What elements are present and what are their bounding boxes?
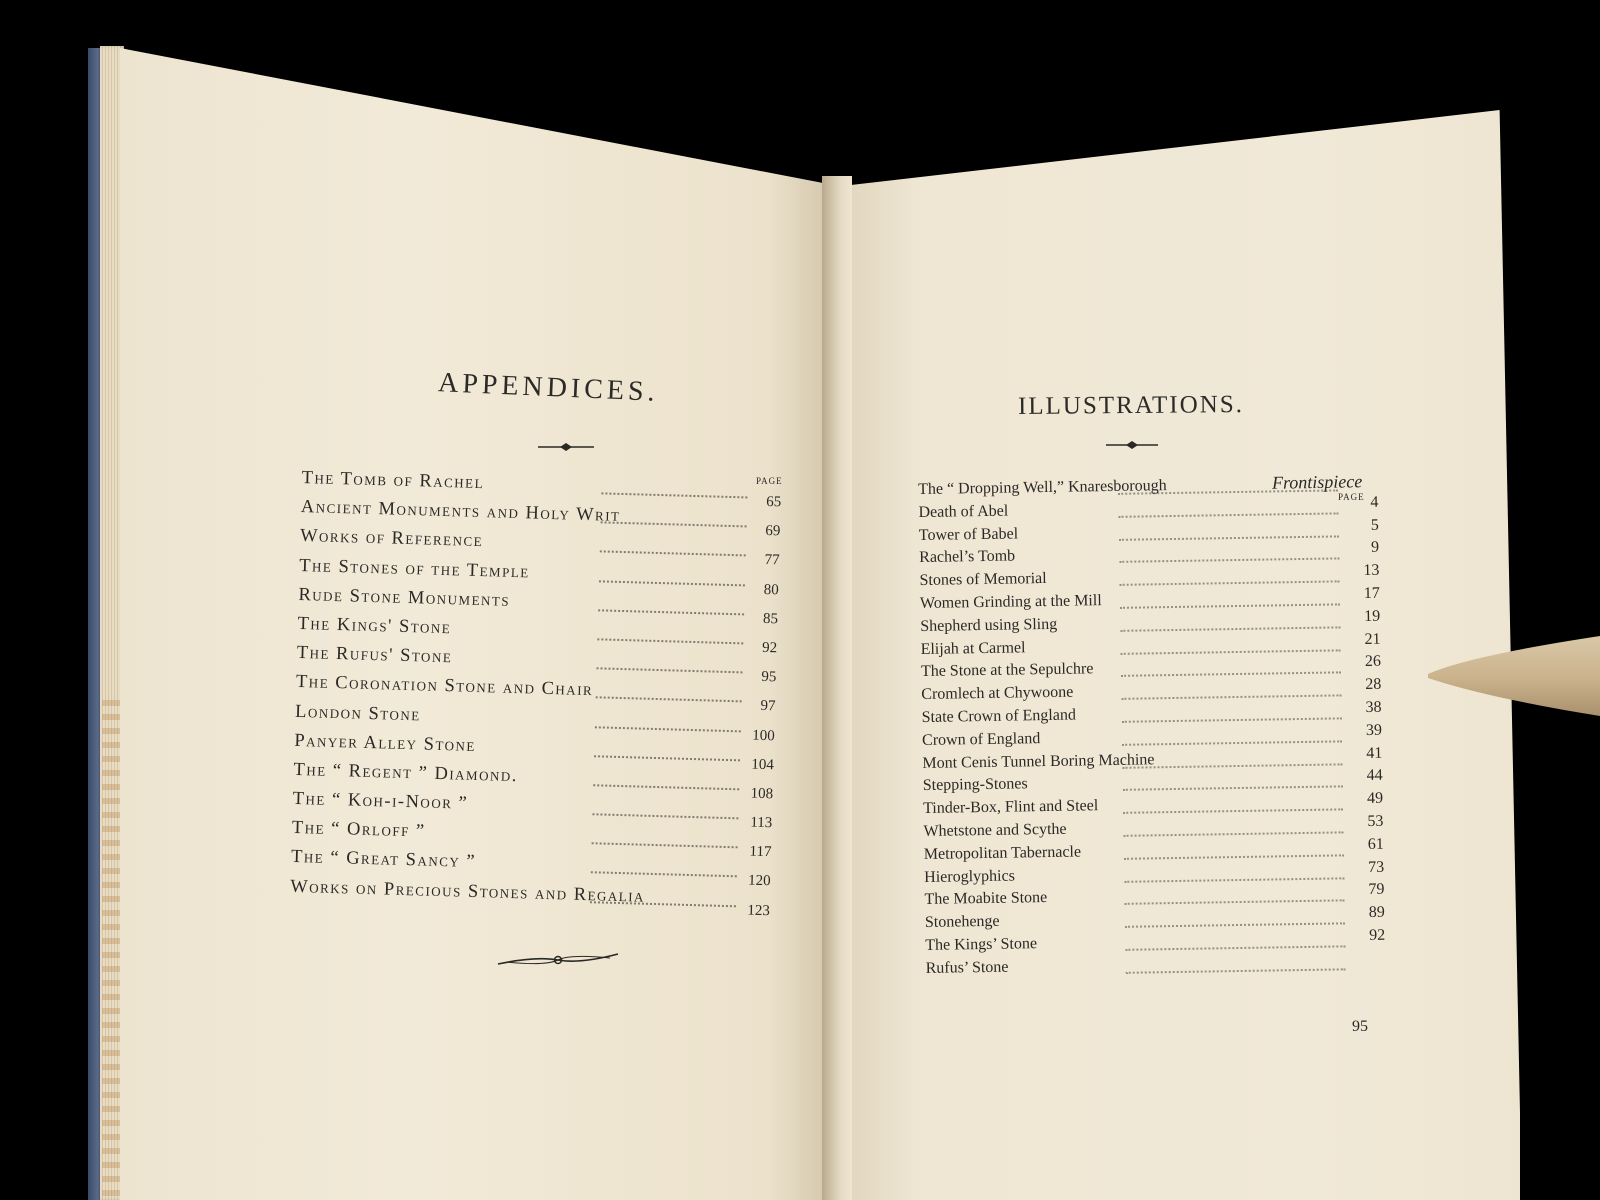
dot-leader: [1126, 964, 1346, 973]
toc-entry-title: Tinder-Box, Flint and Steel: [923, 797, 1099, 818]
toc-entry-page: 92: [1369, 926, 1386, 944]
toc-entry-title: State Crown of England: [921, 706, 1077, 726]
toc-entry-page: 65: [766, 493, 782, 511]
toc-entry-page: 21: [1364, 630, 1381, 648]
toc-entry-page: 89: [1368, 903, 1385, 922]
dot-leader: [1119, 554, 1339, 563]
dot-leader: [1121, 645, 1341, 654]
toc-entry-title: The Coronation Stone and Chair: [295, 672, 594, 701]
divider-ornament-icon: [1104, 440, 1160, 450]
toc-entry-page: 108: [750, 785, 774, 803]
frontispiece-label: Frontispiece: [1271, 471, 1363, 493]
toc-entry-page: 95: [761, 669, 777, 686]
tailpiece-ornament-icon: [496, 952, 620, 968]
toc-entry-title: Elijah at Carmel: [920, 638, 1026, 658]
toc-entry-title: Mont Cenis Tunnel Boring Machine: [922, 750, 1155, 772]
toc-entry-page: 28: [1365, 675, 1382, 694]
toc-entry-title: London Stone: [294, 701, 422, 725]
toc-entry-page: 41: [1366, 744, 1383, 762]
toc-entry-title: Panyer Alley Stone: [294, 730, 477, 756]
toc-entry-title: Death of Abel: [918, 502, 1009, 521]
toc-entry-title: The Moabite Stone: [924, 889, 1048, 909]
toc-entry-page: 39: [1365, 721, 1383, 739]
toc-entry-page: 19: [1364, 607, 1381, 625]
toc-entry-page: 53: [1367, 812, 1384, 830]
toc-entry-title: The Tomb of Rachel: [301, 468, 485, 494]
dot-leader: [595, 720, 741, 732]
toc-entry-title: The Stone at the Sepulchre: [920, 660, 1094, 681]
dot-leader: [1123, 805, 1343, 814]
toc-entry-page: 69: [765, 523, 781, 540]
toc-entry-page: 79: [1368, 881, 1385, 899]
illustrations-title: ILLUSTRATIONS.: [1017, 391, 1245, 420]
toc-entry-page: 104: [751, 756, 775, 773]
toc-entry-title: Hieroglyphics: [924, 867, 1015, 886]
toc-entry-page: 9: [1370, 539, 1380, 557]
dot-leader: [1120, 577, 1340, 586]
toc-entry-title: Women Grinding at the Mill: [919, 592, 1102, 612]
page-column-label: PAGE: [1338, 492, 1365, 502]
dot-leader: [1120, 599, 1340, 608]
toc-entry-title: The Stones of the Temple: [298, 555, 531, 582]
toc-entry-title: Tower of Babel: [918, 525, 1019, 544]
dot-leader: [592, 836, 738, 848]
toc-entry-page: 117: [749, 843, 772, 861]
dot-leader: [1125, 896, 1345, 905]
toc-entry-page: 44: [1366, 767, 1383, 785]
toc-entry-page: 85: [762, 610, 779, 628]
final-page-number: 95: [1352, 1018, 1368, 1035]
book-gutter: [822, 176, 852, 1200]
dot-leader: [599, 574, 745, 586]
dot-leader: [597, 632, 743, 644]
dot-leader: [594, 749, 740, 761]
dot-leader: [1122, 713, 1342, 722]
toc-entry-title: Stepping-Stones: [922, 775, 1028, 795]
dot-leader: [1125, 941, 1345, 950]
toc-entry-title: Rude Stone Monuments: [298, 584, 511, 611]
toc-entry-page: 97: [760, 698, 776, 715]
toc-entry-title: Rachel’s Tomb: [919, 547, 1016, 567]
toc-entry-page: 26: [1364, 653, 1382, 671]
dot-leader: [1123, 782, 1343, 791]
toc-entry-title: The Rufus' Stone: [296, 643, 453, 668]
toc-entry-title: The “ Orloff ”: [291, 818, 426, 842]
toc-entry-page: 5: [1370, 516, 1379, 534]
illustrations-list: [918, 474, 1386, 983]
toc-entry-title: Stonehenge: [924, 912, 1000, 932]
toc-entry-page: 61: [1367, 835, 1384, 853]
toc-entry-page: 73: [1367, 858, 1385, 876]
toc-entry-page: 77: [764, 552, 780, 569]
toc-entry-title: The Kings’ Stone: [925, 935, 1038, 954]
toc-entry-title: Whetstone and Scythe: [923, 820, 1067, 840]
toc-entry-title: Ancient Monuments and Holy Writ: [300, 497, 621, 527]
toc-entry-page: 38: [1365, 698, 1382, 716]
dot-leader: [601, 486, 747, 498]
toc-entry-page: 92: [761, 639, 778, 657]
toc-entry-title: The “ Great Sancy ”: [290, 847, 477, 873]
dot-leader: [600, 545, 746, 557]
wooden-pointer-icon: [1428, 636, 1600, 726]
toc-entry-title: Stones of Memorial: [919, 570, 1047, 590]
toc-entry-page: 13: [1363, 561, 1380, 580]
dot-leader: [1122, 759, 1342, 768]
divider-ornament-icon: [536, 442, 596, 452]
dot-leader: [601, 516, 747, 528]
dot-leader: [596, 691, 742, 703]
dot-leader: [596, 661, 742, 673]
appendices-title: APPENDICES.: [437, 367, 660, 408]
toc-entry-title: The Kings' Stone: [297, 613, 452, 639]
toc-entry-title: Shepherd using Sling: [920, 615, 1058, 635]
dot-leader: [591, 866, 737, 878]
dot-leader: [1124, 850, 1344, 859]
dot-leader: [592, 807, 738, 819]
toc-entry-title: Works of Reference: [299, 526, 484, 552]
toc-entry-page: 4: [1370, 493, 1379, 511]
toc-entry-page: 80: [763, 581, 780, 598]
dot-leader: [1120, 622, 1340, 631]
marbled-edge: [102, 700, 122, 1200]
dot-leader: [1121, 691, 1341, 700]
toc-entry-page: 123: [747, 902, 771, 919]
toc-entry-page: 113: [750, 814, 773, 832]
toc-entry-title: The “ Koh-i-Noor ”: [292, 788, 469, 814]
dot-leader: [593, 778, 739, 790]
page-column-label: PAGE: [756, 476, 783, 486]
toc-entry-title: Metropolitan Tabernacle: [923, 843, 1082, 863]
toc-entry-page: 49: [1366, 789, 1384, 808]
toc-entry-title: Crown of England: [921, 729, 1041, 749]
toc-entry-title: Works on Precious Stones and Regalia: [290, 876, 646, 907]
dot-leader: [1119, 531, 1339, 540]
toc-entry-page: 100: [751, 727, 775, 744]
dot-leader: [1124, 873, 1344, 882]
dot-leader: [1121, 668, 1341, 677]
appendices-list: [290, 468, 782, 919]
dot-leader: [1124, 827, 1344, 836]
toc-entry-title: Cromlech at Chywoone: [921, 683, 1074, 704]
dot-leader: [1125, 918, 1345, 927]
toc-entry-page: 17: [1363, 584, 1380, 602]
toc-entry-page: 120: [747, 873, 771, 890]
dot-leader: [598, 603, 744, 615]
dot-leader: [1122, 736, 1342, 745]
toc-entry-title: The “ Dropping Well,” Knaresborough: [918, 477, 1167, 498]
toc-entry-title: Rufus’ Stone: [925, 958, 1009, 977]
toc-entry-title: The “ Regent ” Diamond.: [293, 759, 519, 787]
dot-leader: [1119, 508, 1339, 517]
